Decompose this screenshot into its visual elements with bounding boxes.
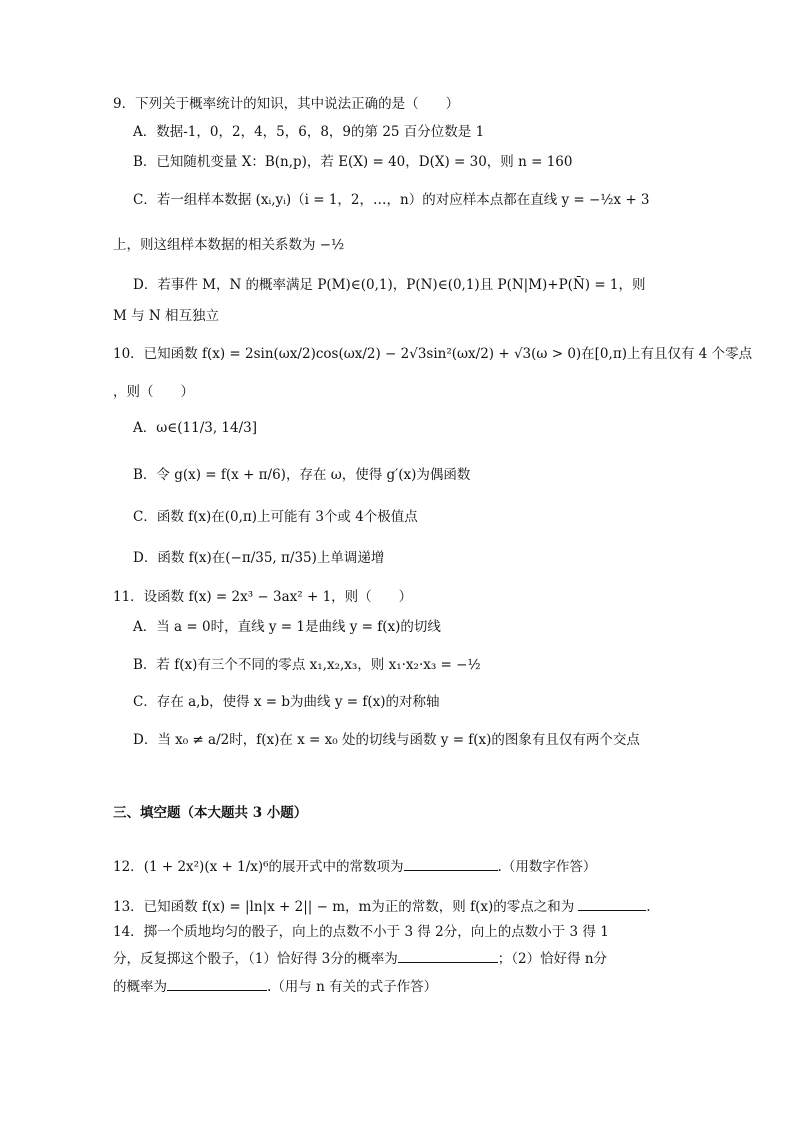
- q13-text: 13．已知函数 f(x) = |ln|x + 2|| − m，m为正的常数，则 f(x)的零点之和为: [113, 899, 575, 915]
- q9-option-d-line2: M 与 N 相互独立: [113, 308, 220, 324]
- q10-option-a: A．ω∈(11/3, 14/3]: [133, 420, 257, 436]
- q10-option-b: B．令 g(x) = f(x + π/6)，存在 ω，使得 g′(x)为偶函数: [133, 467, 471, 483]
- q12: [113, 856, 596, 877]
- q12-prefix: 12．: [113, 859, 144, 875]
- q14-line1: 14．掷一个质地均匀的骰子，向上的点数不小于 3 得 2分，向上的点数小于 3 得 1: [113, 924, 609, 940]
- q11-option-d: D．当 x₀ ≠ a/2时，f(x)在 x = x₀ 处的切线与函数 y = f(x)的图象有且仅有两个交点: [133, 732, 640, 748]
- q9-option-c-line2: 上，则这组样本数据的相关系数为 −½: [113, 237, 345, 253]
- q9-stem: 9．下列关于概率统计的知识，其中说法正确的是（ ）: [113, 96, 460, 112]
- q10-stem-line1: 10．已知函数 f(x) = 2sin(ωx/2)cos(ωx/2) − 2√3sin²(ωx/2) + √3(ω > 0)在[0,π)上有且仅有 4 个零点: [113, 346, 753, 362]
- q11-option-a: A．当 a = 0时，直线 y = 1是曲线 y = f(x)的切线: [133, 619, 441, 635]
- q14-line2-text: 分，反复掷这个骰子，（1）恰好得 3分的概率为: [113, 951, 398, 967]
- q10-stem-line2: ，则（ ）: [113, 384, 194, 400]
- q14-line3-after: .（用与 n 有关的式子作答）: [267, 979, 438, 995]
- q13-answer-blank[interactable]: [578, 896, 646, 911]
- q9-option-c-line1: C．若一组样本数据 (xᵢ,yᵢ)（i = 1，2，…，n）的对应样本点都在直线 y = −½x + 3: [133, 192, 650, 208]
- q12-text: 的展开式中的常数项为: [268, 859, 404, 875]
- q12-after: .（用数字作答）: [497, 859, 597, 875]
- q12-answer-blank[interactable]: [404, 856, 498, 871]
- q10-option-c: C．函数 f(x)在(0,π)上可能有 3个或 4个极值点: [133, 509, 418, 525]
- q11-stem: 11．设函数 f(x) = 2x³ − 3ax² + 1，则（ ）: [113, 589, 413, 605]
- q14-answer-blank-2[interactable]: [167, 976, 267, 991]
- q10-option-d: D．函数 f(x)在(−π/35, π/35)上单调递增: [133, 550, 385, 566]
- q9-option-b: B．已知随机变量 X：B(n,p)，若 E(X) = 40，D(X) = 30，则 n = 160: [133, 154, 573, 170]
- q14-line3: [113, 976, 437, 997]
- q9-option-a: A．数据-1，0，2，4，5，6，8，9的第 25 百分位数是 1: [133, 124, 485, 140]
- q14-line3-text: 的概率为: [113, 979, 167, 995]
- q14-answer-blank-1[interactable]: [398, 948, 498, 963]
- q13: [113, 896, 651, 917]
- q14-line2-text-b: ；（2）恰好得 n分: [497, 951, 608, 967]
- q11-option-c: C．存在 a,b，使得 x = b为曲线 y = f(x)的对称轴: [133, 694, 440, 710]
- q9-option-d-line1: D．若事件 M，N 的概率满足 P(M)∈(0,1)，P(N)∈(0,1)且 P(N|M)+P(N̄) = 1，则: [133, 277, 646, 293]
- q12-expression: (1 + 2x²)(x + 1/x)⁶: [143, 859, 269, 875]
- q13-after: .: [646, 899, 651, 915]
- section-heading-fill-in: 三、填空题（本大题共 3 小题）: [113, 805, 308, 821]
- q14-line2: [113, 948, 607, 969]
- q11-option-b: B．若 f(x)有三个不同的零点 x₁,x₂,x₃，则 x₁·x₂·x₃ = −½: [133, 657, 481, 673]
